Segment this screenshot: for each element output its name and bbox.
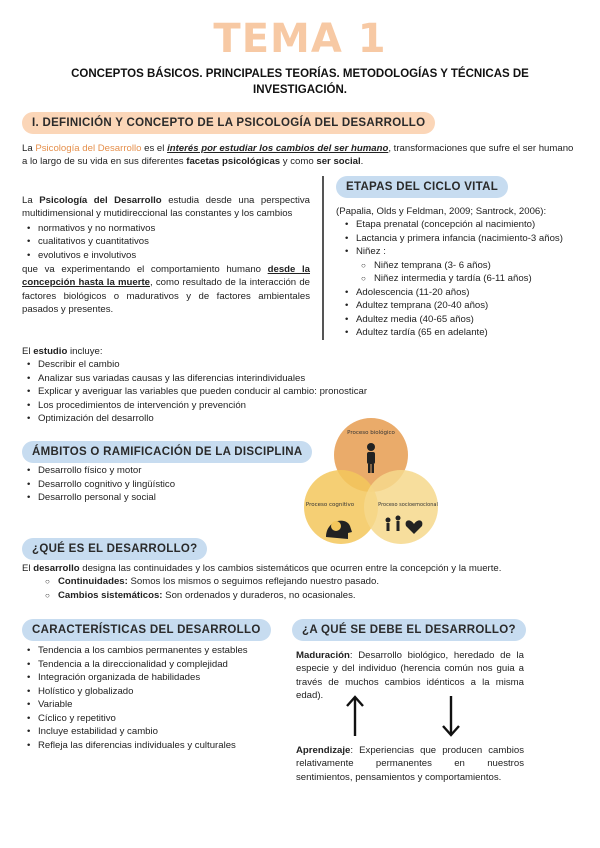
etapas-heading: ETAPAS DEL CICLO VITAL (336, 176, 508, 198)
venn-label-top: Proceso biológico (347, 430, 395, 436)
list-item: • normativos y no normativos (38, 222, 310, 236)
a-que-heading: ¿A QUÉ SE DEBE EL DESARROLLO? (292, 619, 526, 641)
definition-end: . (360, 156, 364, 168)
study-continuation (22, 263, 310, 316)
list-item: • Optimización del desarrollo (38, 412, 582, 426)
que-es-term: desarrollo (33, 563, 80, 574)
list-item: • cualitativos y cuantitativos (38, 235, 310, 249)
ambitos-heading: ÁMBITOS O RAMIFICACIÓN DE LA DISCIPLINA (22, 441, 312, 463)
caracteristicas-list (22, 644, 298, 752)
item-term: Continuidades: (58, 576, 128, 588)
study-cont-end: , como resultado de la interacción de factores biológicos o madurativos y de factores ambientales pasados y presentes. (22, 277, 311, 315)
item-text: Son ordenados y duraderos, no ocasionales. (162, 589, 356, 601)
list-item: • Desarrollo personal y social (38, 491, 298, 505)
item-term: Cambios sistemáticos: (58, 589, 163, 601)
list-item: • Niñez : (356, 245, 588, 259)
list-item: • Describir el cambio (38, 358, 582, 372)
definition-paragraph (22, 142, 574, 169)
que-es-heading: ¿QUÉ ES EL DESARROLLO? (22, 538, 207, 560)
list-item: • Desarrollo cognitivo y lingüístico (38, 478, 298, 492)
que-es-post: designa las continuidades y los cambios sistemáticos que ocurren entre la concepción y la muerte. (79, 563, 502, 574)
study-text: estudia desde una perspectiva multidimensional y mutidireccional las constantes y los cambios (22, 195, 310, 220)
definition-bold2: ser social (316, 156, 361, 168)
list-item: • Tendencia a la direccionalidad y complejidad (38, 658, 298, 672)
que-es-list (22, 575, 582, 602)
list-item: • Lactancia y primera infancia (nacimiento-3 años) (356, 232, 588, 246)
definition-term: Psicología del Desarrollo (35, 143, 142, 154)
study-list (22, 222, 310, 263)
list-item: • Variable (38, 698, 298, 712)
etapas-list-a (336, 218, 588, 259)
aprendizaje-term: Aprendizaje (296, 745, 351, 756)
item-text: Somos los mismos o seguimos reflejando nuestro pasado. (127, 576, 379, 588)
list-item: • Tendencia a los cambios permanentes y estables (38, 644, 298, 658)
ambitos-list (22, 464, 298, 505)
que-es-block (22, 562, 582, 602)
list-item: • Cíclico y repetitivo (38, 712, 298, 726)
page-subtitle: CONCEPTOS BÁSICOS. PRINCIPALES TEORÍAS. METODOLOGÍAS Y TÉCNICAS DE INVESTIGACIÓN. (71, 68, 529, 96)
caracteristicas-heading: CARACTERÍSTICAS DEL DESARROLLO (22, 619, 271, 641)
definition-mid2: , transformaciones que sufre el ser humano a lo largo de su vida en sus diferentes (22, 143, 574, 168)
study-term: Psicología del Desarrollo (39, 195, 162, 206)
list-item: • Explicar y averiguar las variables que pueden conducir al cambio: pronosticar (38, 385, 582, 399)
estudio-post: incluye: (67, 346, 103, 357)
etapas-block (336, 205, 588, 340)
list-item: • Adultez media (40-65 años) (356, 313, 588, 327)
definition-bold: facetas psicológicas (186, 156, 281, 168)
definition-mid3: y como (280, 156, 317, 168)
etapas-list-b (336, 286, 588, 340)
study-cont-pre: que va experimentando el comportamiento humano (22, 264, 268, 276)
que-es-paragraph (22, 562, 582, 575)
study-block (22, 194, 310, 316)
aprendizaje-paragraph (296, 744, 524, 784)
arrow-down-icon (436, 694, 466, 738)
maduracion-text: : Desarrollo biológico, heredado de la especie y del individuo (herencia común nos guia a través de muchos cambios idénticos a la misma edad). (296, 650, 524, 701)
maduracion-term: Maduración (296, 650, 350, 661)
study-pre: La (22, 195, 40, 206)
venn-label-left: Proceso cognitivo (305, 502, 355, 508)
list-item: • Desarrollo físico y motor (38, 464, 298, 478)
list-item: • Holístico y globalizado (38, 685, 298, 699)
aprendizaje-text: : Experiencias que producen cambios relativamente permanentes en nuestros sentimientos, pensamientos y comportamientos. (296, 745, 524, 783)
list-item (58, 575, 582, 589)
list-item: • Los procedimientos de intervención y prevención (38, 399, 582, 413)
page-title: TEMA 1 (213, 16, 387, 62)
section-definition-heading: I. DEFINICIÓN Y CONCEPTO DE LA PSICOLOGÍA DEL DESARROLLO (22, 112, 435, 134)
arrow-up-icon (340, 694, 370, 738)
estudio-pre: El (22, 346, 34, 357)
list-item: ○ Niñez intermedia y tardía (6-11 años) (374, 272, 588, 286)
study-paragraph (22, 194, 310, 221)
etapas-source: (Papalia, Olds y Feldman, 2009; Santrock, 2006): (336, 206, 547, 217)
study-cont-underline: desde la concepción hasta la muerte (22, 264, 310, 289)
estudio-term: estudio (33, 346, 68, 357)
list-item: • Adolescencia (11-20 años) (356, 286, 588, 300)
definition-mid: es el (141, 143, 168, 154)
list-item: • Etapa prenatal (concepción al nacimiento) (356, 218, 588, 232)
venn-label-right: Proceso socioemocional (378, 502, 438, 508)
maduracion-paragraph (296, 649, 524, 702)
list-item: • Adultez temprana (20-40 años) (356, 299, 588, 313)
column-divider (322, 176, 324, 340)
definition-pre: La (22, 143, 36, 154)
list-item: • Incluye estabilidad y cambio (38, 725, 298, 739)
definition-emphasis: interés por estudiar los cambios del ser humano (167, 143, 389, 154)
ninez-list (336, 259, 588, 286)
list-item: • Adultez tardía (65 en adelante) (356, 326, 588, 340)
que-es-pre: El (22, 563, 34, 574)
list-item: • evolutivos e involutivos (38, 249, 310, 263)
list-item: • Analizar sus variadas causas y las diferencias interindividuales (38, 372, 582, 386)
estudio-intro (22, 345, 582, 358)
list-item: ○ Niñez temprana (3- 6 años) (374, 259, 588, 273)
list-item (58, 589, 582, 603)
list-item: • Refleja las diferencias individuales y culturales (38, 739, 298, 753)
list-item: • Integración organizada de habilidades (38, 671, 298, 685)
venn-diagram (296, 412, 446, 552)
